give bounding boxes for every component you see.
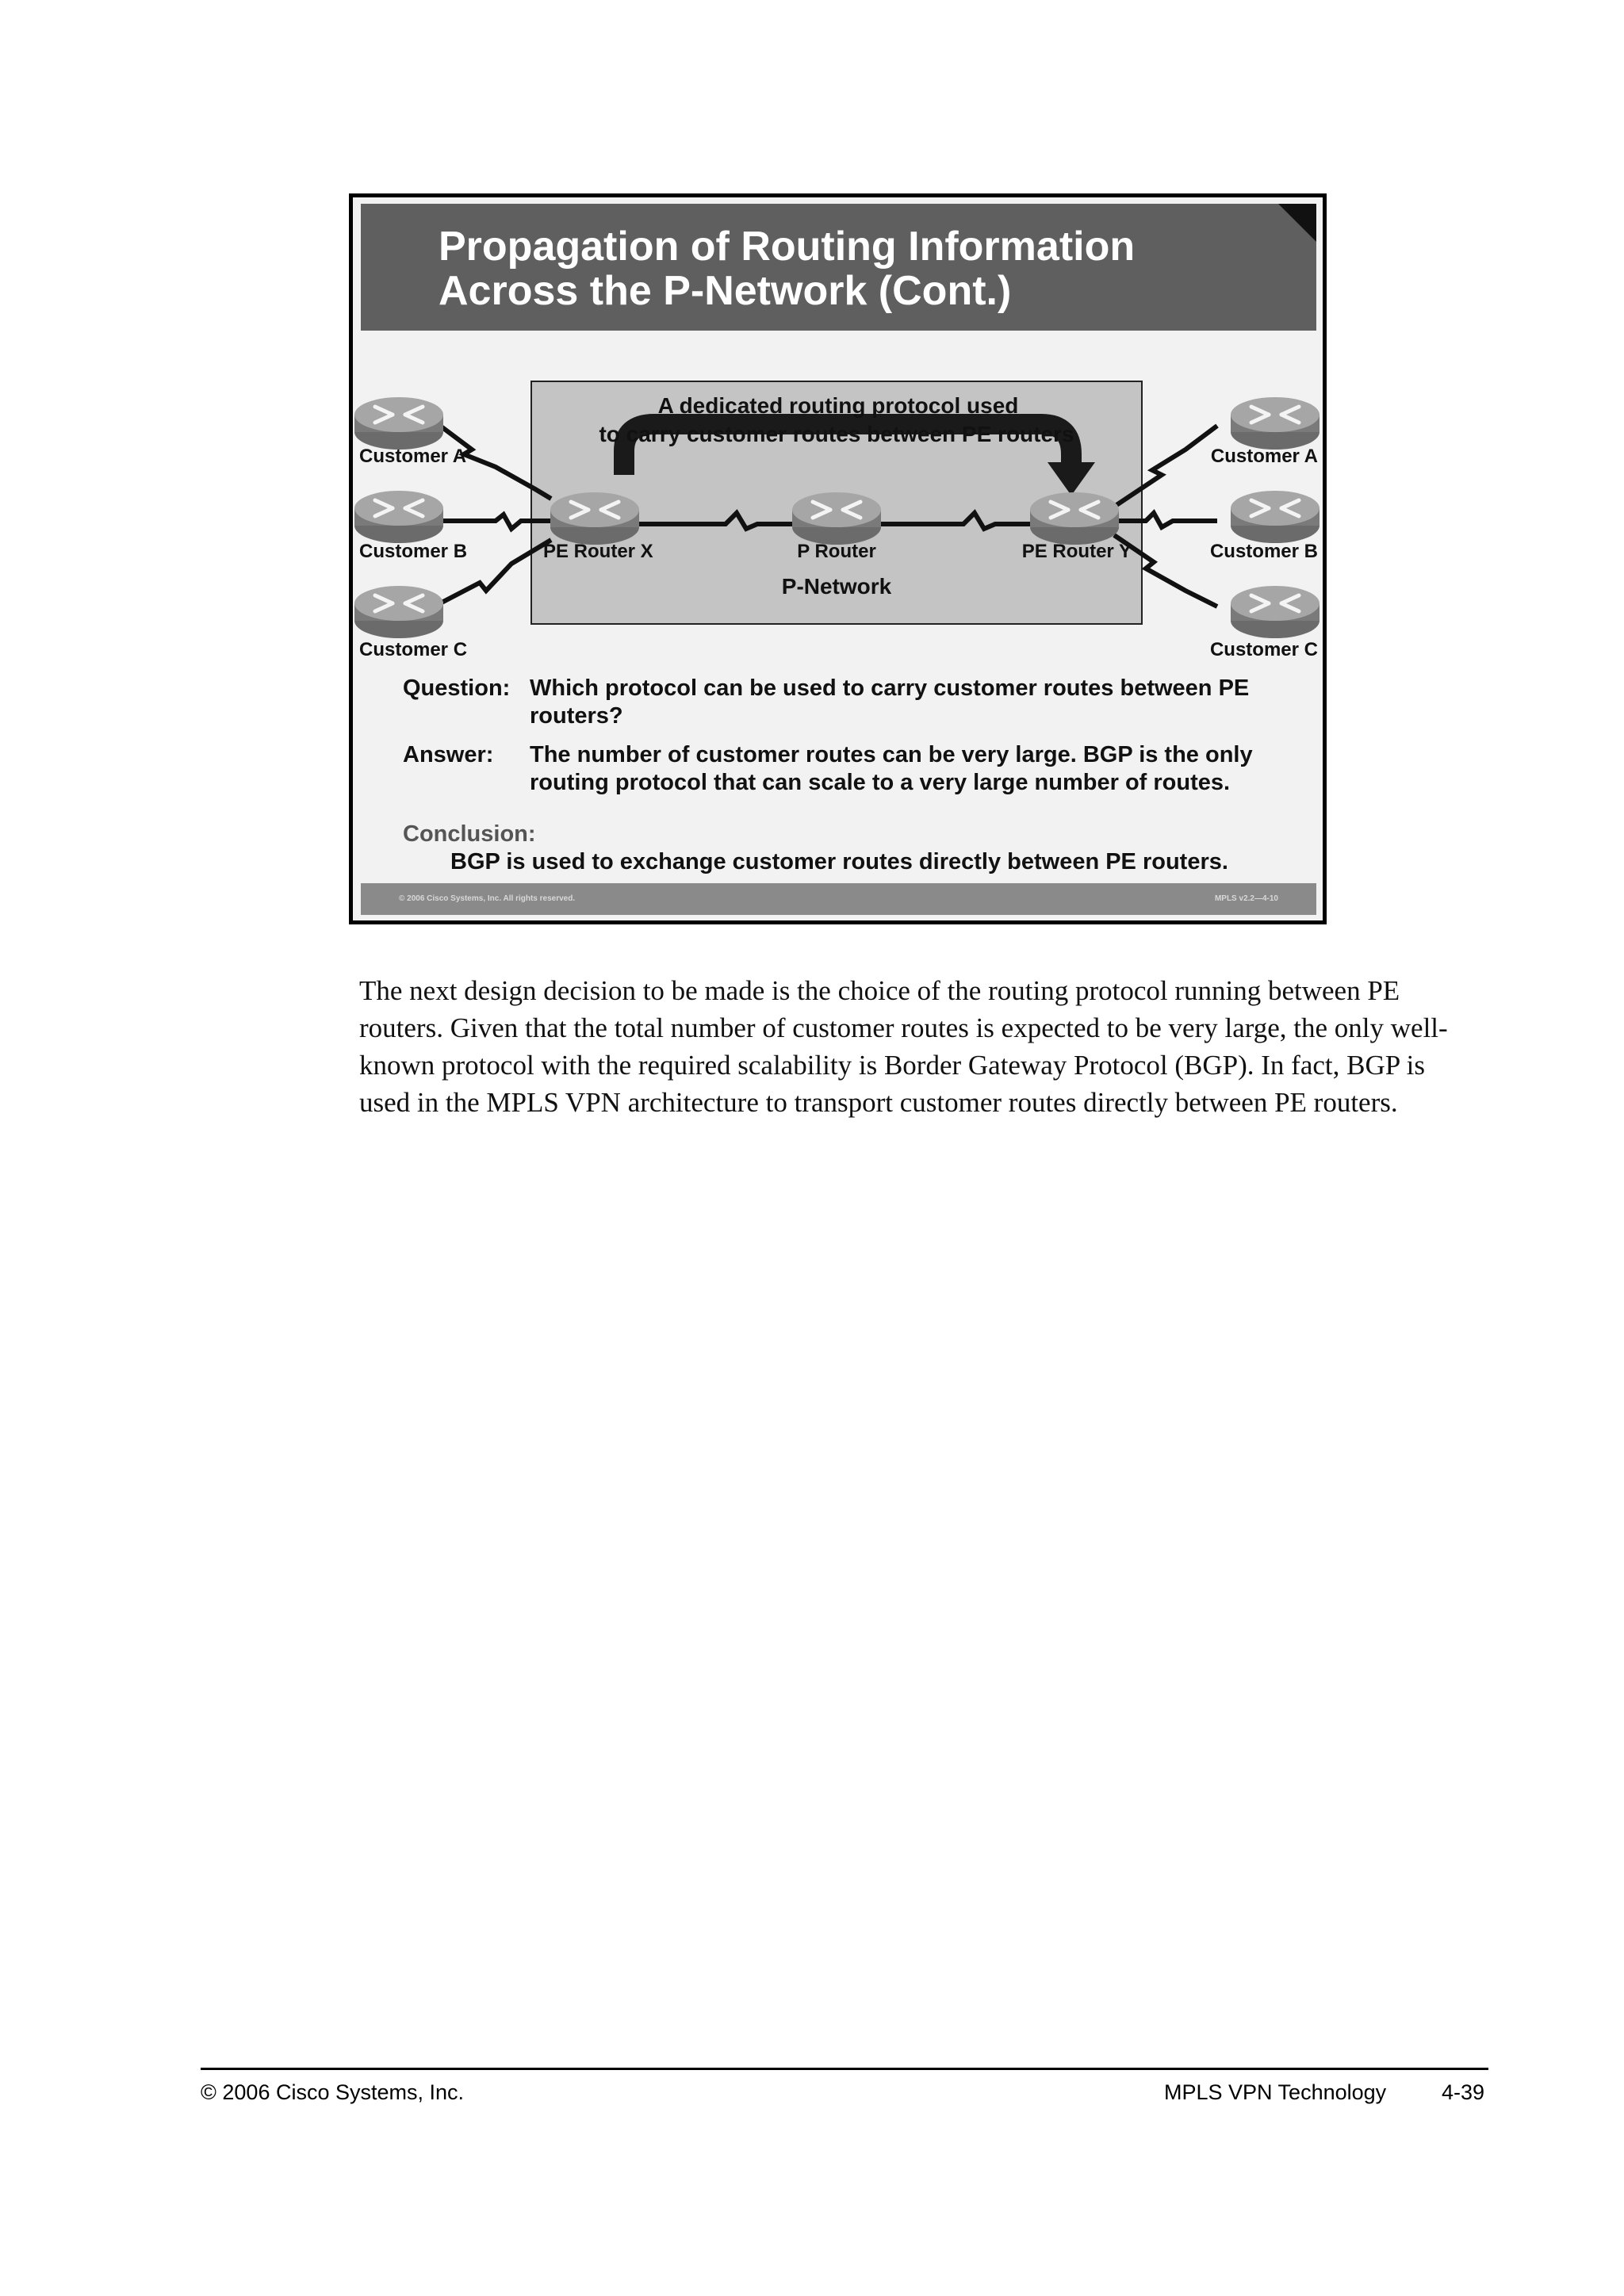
right-customer-b-router-icon	[1231, 491, 1320, 543]
pe-router-x-label: PE Router X	[543, 541, 653, 562]
page-copyright: © 2006 Cisco Systems, Inc.	[201, 2080, 465, 2104]
slide-title: Propagation of Routing Information Across the P-Network (Cont.)	[439, 224, 1136, 314]
slide-footer	[361, 883, 1316, 915]
answer-text: The number of customer routes can be very large. BGP is the only routing protocol that can scale to a very large number of routes.	[530, 742, 1253, 795]
slide-figure	[349, 193, 1327, 924]
left-customer-c-label: Customer C	[359, 639, 468, 660]
slide-course-code: MPLS v2.2—4-10	[1214, 894, 1278, 903]
annotation-line-2: to carry customer routes between PE routers	[599, 422, 1074, 446]
left-customer-c-router-icon	[354, 586, 443, 638]
right-customer-b-label: Customer B	[1209, 541, 1318, 562]
conclusion-label: Conclusion:	[403, 821, 536, 847]
right-customer-a-label: Customer A	[1210, 446, 1318, 467]
annotation-line-1: A dedicated routing protocol used	[657, 393, 1019, 418]
body-paragraph: The next design decision to be made is the choice of the routing protocol running between PE routers. Given that the total number of customer routes is expected to be very large, the only well-known protocol with the required scalability is Border Gateway Protocol (BGP). In fact, BGP is used in the MPLS VPN architecture to transport customer routes directly between PE routers.	[359, 975, 1448, 1118]
question-text: Which protocol can be used to carry customer routes between PE routers?	[530, 675, 1250, 729]
p-router-label: P Router	[797, 541, 876, 562]
right-customer-c-router-icon	[1231, 586, 1320, 638]
page-course-title: MPLS VPN Technology	[1164, 2080, 1387, 2104]
page-number: 4-39	[1442, 2080, 1485, 2104]
footer-rule	[201, 2068, 1488, 2070]
slide-header	[361, 204, 1316, 331]
conclusion-text: BGP is used to exchange customer routes directly between PE routers.	[450, 849, 1228, 874]
left-customer-b-label: Customer B	[359, 541, 468, 562]
slide-copyright: © 2006 Cisco Systems, Inc. All rights reserved.	[399, 894, 576, 903]
answer-label: Answer:	[403, 742, 494, 767]
right-customer-a-router-icon	[1231, 397, 1320, 450]
pe-router-x-icon	[550, 492, 639, 545]
right-customer-c-label: Customer C	[1209, 639, 1318, 660]
p-router-icon	[792, 492, 881, 545]
corner-mark	[1278, 204, 1316, 242]
left-customer-a-label: Customer A	[359, 446, 467, 467]
pe-router-y-icon	[1030, 492, 1119, 545]
p-network-label: P-Network	[781, 574, 892, 599]
pe-router-y-label: PE Router Y	[1021, 541, 1132, 562]
left-customer-b-router-icon	[354, 491, 443, 543]
left-customer-a-router-icon	[354, 397, 443, 450]
question-label: Question:	[403, 675, 511, 701]
